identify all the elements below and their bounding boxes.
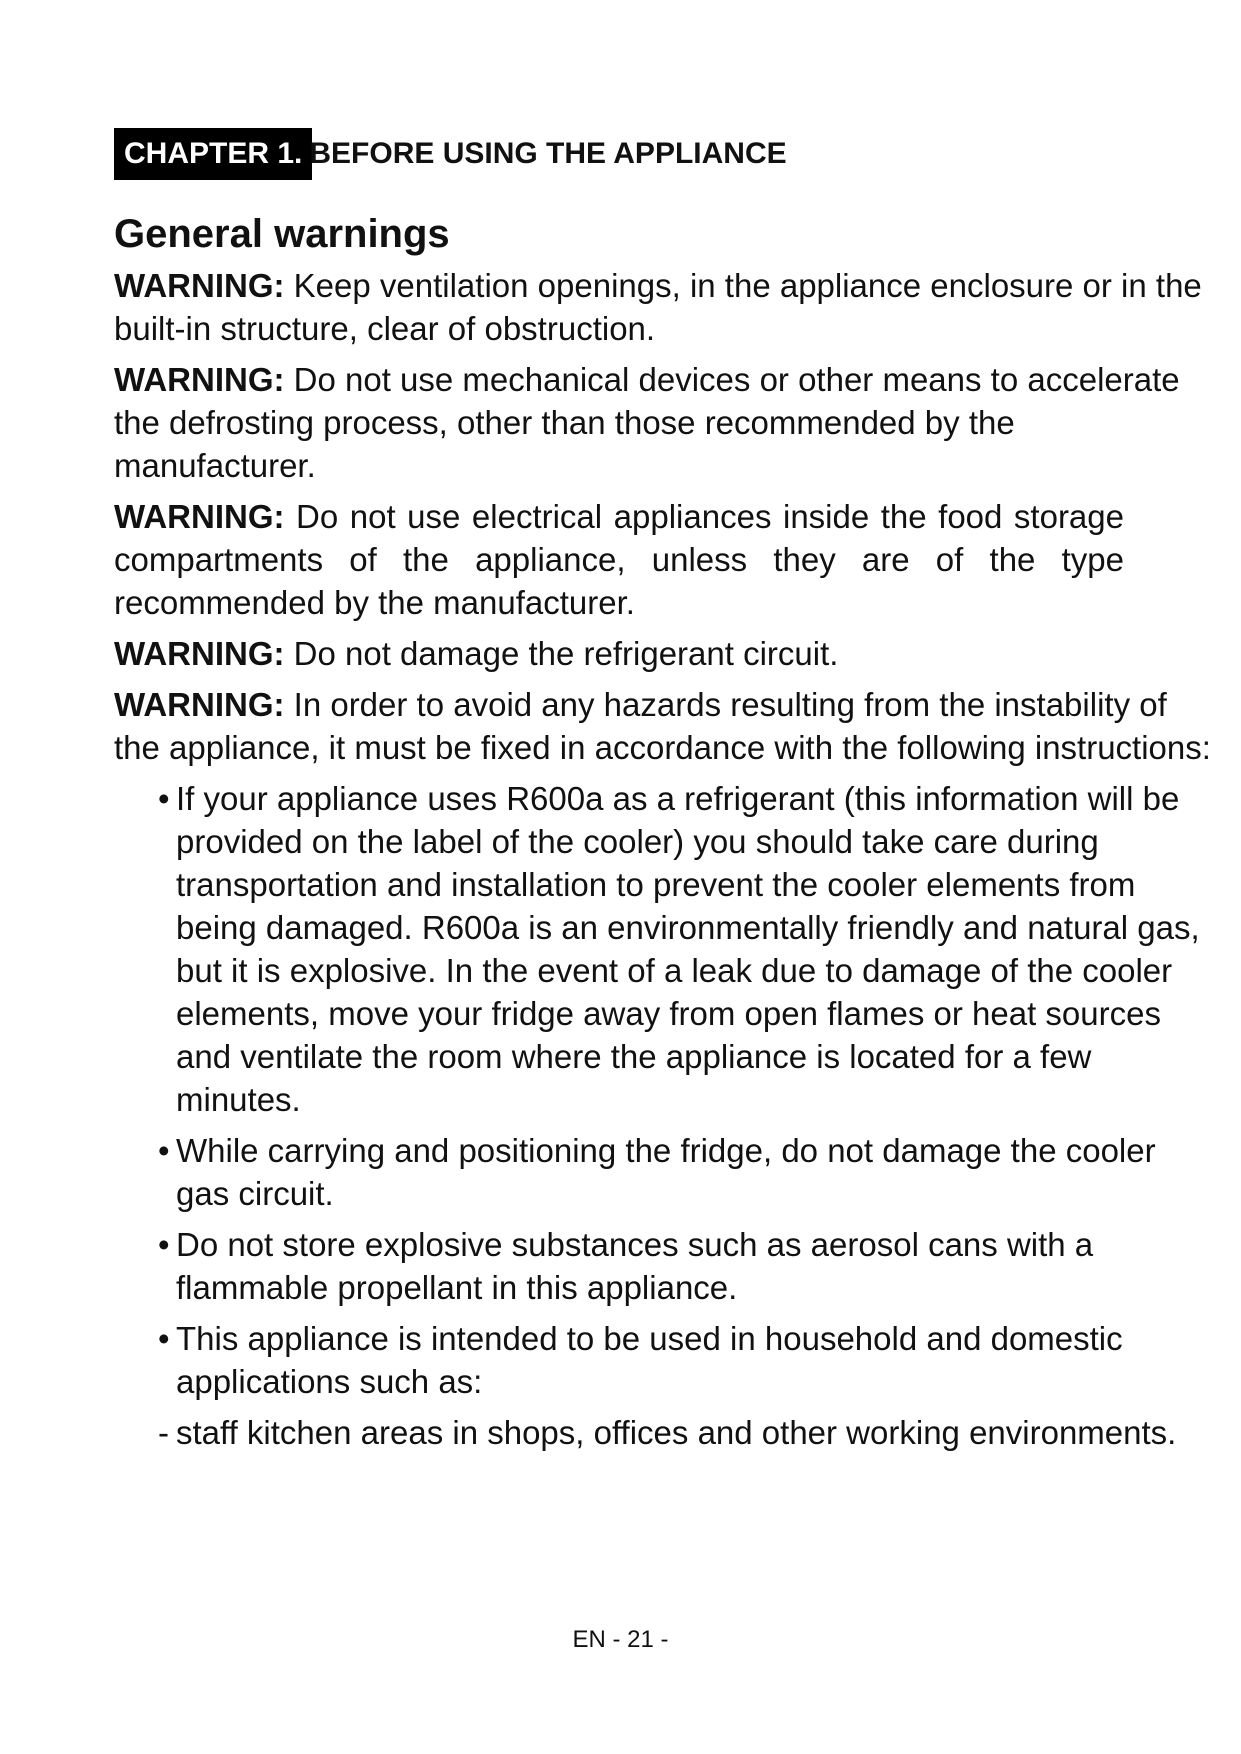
warning-text: Do not use electrical appliances inside the food storage compartments of the appliance, unless they are of the type recommended by the manufacturer. bbox=[114, 498, 1124, 621]
instruction-list bbox=[114, 777, 1214, 1454]
warning-paragraph bbox=[114, 264, 1214, 350]
warning-paragraph bbox=[114, 495, 1124, 624]
warning-paragraph bbox=[114, 358, 1214, 487]
dash-mark: - bbox=[158, 1414, 169, 1451]
warning-label: WARNING: bbox=[114, 686, 285, 723]
list-item-text: While carrying and positioning the fridge, do not damage the cooler gas circuit. bbox=[176, 1132, 1156, 1212]
warning-label: WARNING: bbox=[114, 361, 285, 398]
section-heading: General warnings bbox=[114, 212, 450, 256]
bullet-mark: • bbox=[158, 1226, 170, 1263]
list-item bbox=[158, 777, 1214, 1121]
list-item-text: This appliance is intended to be used in household and domestic applications such as: bbox=[176, 1320, 1123, 1400]
list-item bbox=[158, 1223, 1214, 1309]
list-item-text: If your appliance uses R600a as a refrigerant (this information will be provided on the label of the cooler) you should take care during transportation and installation to prevent the cooler elements from being damaged. R600a is an environmentally friendly and natural gas, but it is explosive. In the event of a leak due to damage of the cooler elements, move your fridge away from open flames or heat sources and ventilate the room where the appliance is located for a few minutes. bbox=[176, 780, 1200, 1118]
warning-label: WARNING: bbox=[114, 498, 285, 535]
warning-text: Keep ventilation openings, in the appliance enclosure or in the built-in structure, clear of obstruction. bbox=[114, 267, 1202, 347]
warning-label: WARNING: bbox=[114, 267, 285, 304]
chapter-header bbox=[114, 128, 787, 180]
list-item-text: Do not store explosive substances such as aerosol cans with a flammable propellant in this appliance. bbox=[176, 1226, 1094, 1306]
warning-paragraph bbox=[114, 683, 1214, 769]
bullet-mark: • bbox=[158, 1320, 170, 1357]
warnings-content bbox=[114, 264, 1214, 1462]
chapter-label: CHAPTER 1. bbox=[114, 128, 312, 180]
page-number: EN - 21 - bbox=[572, 1626, 669, 1653]
list-item-text: staff kitchen areas in shops, offices and other working environments. bbox=[176, 1414, 1177, 1451]
warning-label: WARNING: bbox=[114, 635, 285, 672]
list-item bbox=[158, 1317, 1214, 1403]
bullet-mark: • bbox=[158, 780, 170, 817]
warning-paragraph bbox=[114, 632, 1214, 675]
warning-text: Do not damage the refrigerant circuit. bbox=[284, 635, 839, 672]
chapter-title: BEFORE USING THE APPLIANCE bbox=[309, 137, 787, 170]
warning-text: In order to avoid any hazards resulting from the instability of the appliance, it must be fixed in accordance with the following instructions: bbox=[114, 686, 1211, 766]
bullet-mark: • bbox=[158, 1132, 170, 1169]
list-item bbox=[158, 1411, 1214, 1454]
warning-text: Do not use mechanical devices or other means to accelerate the defrosting process, other than those recommended by the manufacturer. bbox=[114, 361, 1180, 484]
list-item bbox=[158, 1129, 1214, 1215]
